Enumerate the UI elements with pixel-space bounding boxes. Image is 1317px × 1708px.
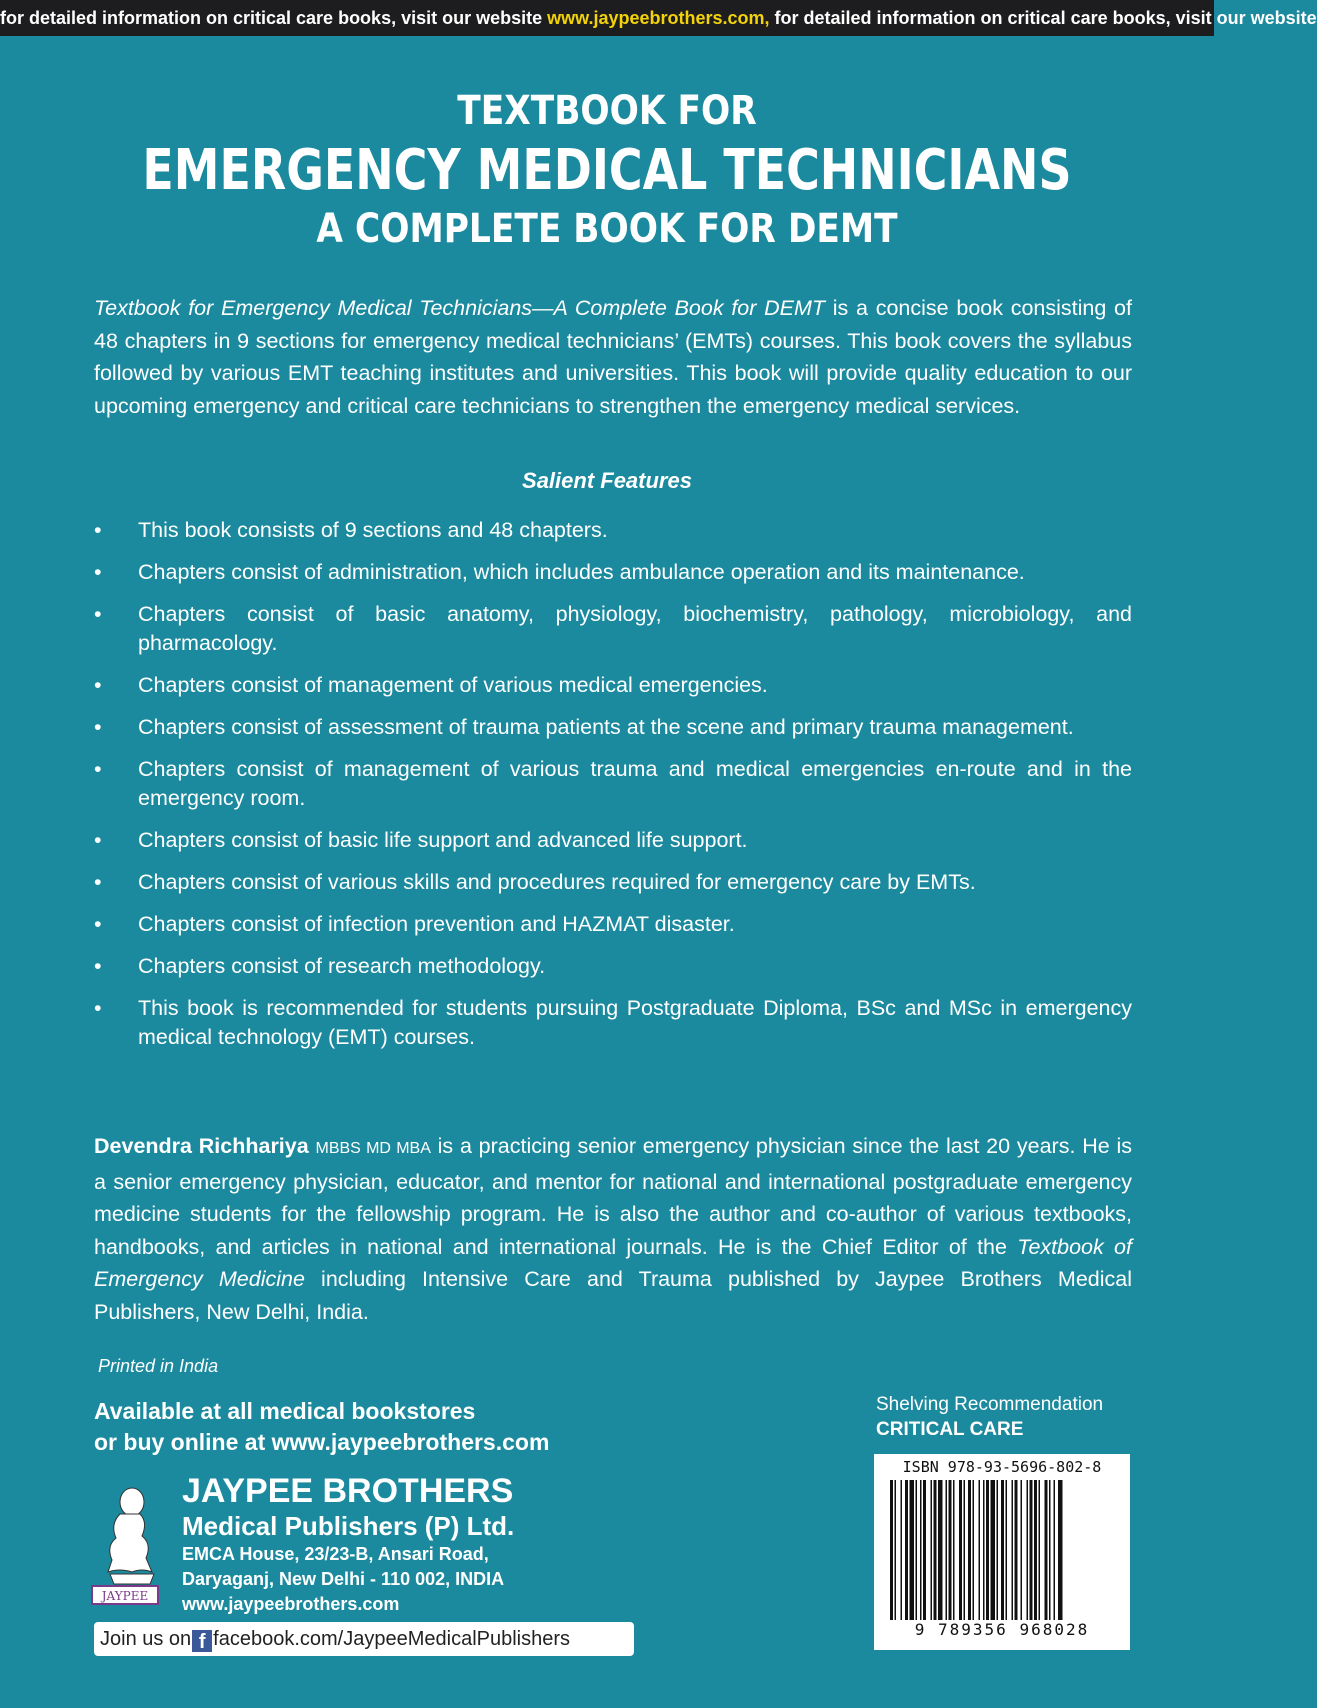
bullet-icon: • xyxy=(94,870,102,894)
feature-text: Chapters consist of infection prevention and HAZMAT disaster. xyxy=(138,912,735,936)
feature-item xyxy=(94,952,1132,981)
publisher-block xyxy=(182,1472,514,1617)
availability-line-1: Available at all medical bookstores xyxy=(94,1398,476,1424)
salient-features-heading: Salient Features xyxy=(522,468,692,493)
bullet-icon: • xyxy=(94,560,102,584)
bullet-icon: • xyxy=(94,602,102,626)
author-bio-2: including Intensive Care and Trauma published by Jaypee Brothers Medical Publishers, New Delhi, India. xyxy=(94,1267,1132,1324)
features-list xyxy=(94,516,1132,1052)
social-link[interactable] xyxy=(94,1622,634,1656)
intro-description: is a concise book consisting of 48 chapters in 9 sections for emergency medical technicians’ (EMTs) courses. This book covers the syllabus followed by various EMT teaching institutes and universities. This book will provide quality education to our upcoming emergency and critical care technicians to strengthen the emergency medical services. xyxy=(94,296,1132,418)
author-bio-1: is a practicing senior emergency physician since the last 20 years. He is a senior emergency physician, educator, and mentor for national and international postgraduate emergency medicine students for the fellowship program. He is also the author and co-author of various textbooks, handbooks, and articles in national and international journals. He is the Chief Editor of the xyxy=(94,1134,1132,1259)
feature-text: This book consists of 9 sections and 48 chapters. xyxy=(138,518,608,542)
bullet-icon: • xyxy=(94,673,102,697)
bullet-icon: • xyxy=(94,757,102,781)
title-line-3: A COMPLETE BOOK FOR DEMT xyxy=(316,206,898,252)
feature-item xyxy=(94,910,1132,939)
feature-text: Chapters consist of basic life support and advanced life support. xyxy=(138,828,748,852)
bullet-icon: • xyxy=(94,828,102,852)
top-banner xyxy=(0,0,1317,36)
publisher-name-2: Medical Publishers (P) Ltd. xyxy=(182,1511,515,1541)
author-degrees: MBBS MD MBA xyxy=(315,1140,431,1157)
publisher-website[interactable]: www.jaypeebrothers.com xyxy=(182,1594,400,1614)
shelving-label: Shelving Recommendation xyxy=(876,1394,1104,1415)
publisher-name-1: JAYPEE BROTHERS xyxy=(182,1472,514,1510)
feature-item xyxy=(94,826,1132,855)
feature-item xyxy=(94,600,1132,658)
feature-text: Chapters consist of assessment of trauma patients at the scene and primary trauma management. xyxy=(138,715,1074,739)
barcode-digits: 9 789356 968028 xyxy=(914,1620,1090,1639)
availability-line-2: or buy online at www.jaypeebrothers.com xyxy=(94,1429,550,1455)
feature-item xyxy=(94,868,1132,897)
feature-text: Chapters consist of various skills and procedures required for emergency care by EMTs. xyxy=(138,870,976,894)
social-pre: Join us on xyxy=(100,1628,192,1650)
feature-text: This book is recommended for students pursuing Postgraduate Diploma, BSc and MSc in emergency medical technology (EMT) courses. xyxy=(138,996,1132,1049)
printed-in: Printed in India xyxy=(98,1356,219,1376)
feature-item xyxy=(94,671,1132,700)
intro-paragraph xyxy=(94,292,1132,422)
author-book-title: Textbook of Emergency Medicine xyxy=(94,1234,1132,1291)
feature-text: Chapters consist of management of various trauma and medical emergencies en-route and in the emergency room. xyxy=(138,757,1132,810)
shelving-category: CRITICAL CARE xyxy=(876,1419,1024,1440)
title-line-2: EMERGENCY MEDICAL TECHNICIANS xyxy=(142,138,1072,203)
banner-text-pre: for detailed information on critical care books, visit our website xyxy=(0,8,548,28)
publisher-address-1: EMCA House, 23/23-B, Ansari Road, xyxy=(182,1544,489,1564)
barcode-box xyxy=(874,1454,1130,1650)
intro-book-title: Textbook for Emergency Medical Technicians—A Complete Book for DEMT xyxy=(94,296,826,320)
feature-item xyxy=(94,516,1132,545)
author-name: Devendra Richhariya xyxy=(94,1134,309,1158)
bullet-icon: • xyxy=(94,715,102,739)
availability xyxy=(94,1396,549,1458)
feature-item xyxy=(94,755,1132,813)
feature-item xyxy=(94,994,1132,1052)
social-url[interactable]: facebook.com/JaypeeMedicalPublishers xyxy=(213,1628,571,1650)
bullet-icon: • xyxy=(94,954,102,978)
publisher-address-2: Daryaganj, New Delhi - 110 002, INDIA xyxy=(182,1569,505,1589)
feature-text: Chapters consist of management of various medical emergencies. xyxy=(138,673,768,697)
banner-text-post: for detailed information on critical care books, visit our website xyxy=(769,8,1317,28)
facebook-icon: f xyxy=(192,1630,212,1652)
isbn-text: ISBN 978-93-5696-802-8 xyxy=(902,1458,1102,1476)
jaypee-logo-icon xyxy=(80,1480,170,1606)
feature-text: Chapters consist of administration, which includes ambulance operation and its maintenance. xyxy=(138,560,1025,584)
bullet-icon: • xyxy=(94,518,102,542)
feature-item xyxy=(94,713,1132,742)
feature-text: Chapters consist of research methodology. xyxy=(138,954,546,978)
title-line-1: TEXTBOOK FOR xyxy=(457,88,757,134)
banner-url[interactable]: www.jaypeebrothers.com, xyxy=(547,8,770,28)
author-paragraph xyxy=(94,1130,1132,1328)
feature-text: Chapters consist of basic anatomy, physiology, biochemistry, pathology, microbiology, and pharmacology. xyxy=(138,602,1132,655)
feature-item xyxy=(94,558,1132,587)
shelving-block xyxy=(876,1392,1103,1442)
bullet-icon: • xyxy=(94,912,102,936)
logo-text: JAYPEE xyxy=(101,1589,149,1603)
barcode-bars-icon xyxy=(888,1480,1116,1620)
bullet-icon: • xyxy=(94,996,102,1020)
